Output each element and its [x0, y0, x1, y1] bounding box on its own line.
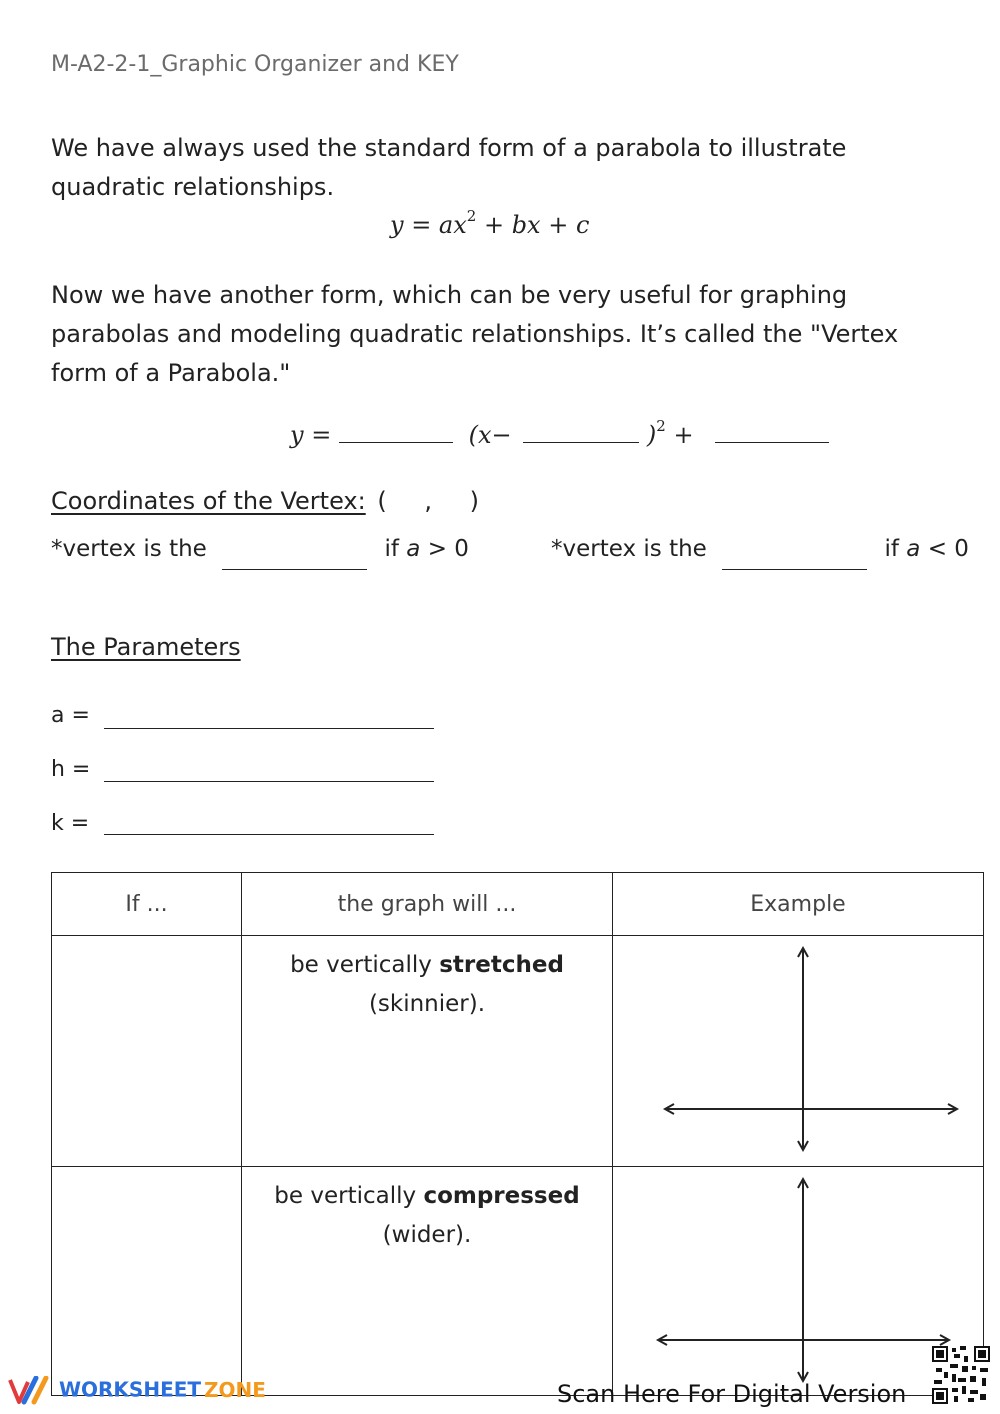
- table-row: [52, 936, 984, 1167]
- header-graph-will: the graph will ...: [242, 873, 613, 936]
- vertex-note-right-cond: < 0: [920, 536, 969, 562]
- vertex-intro-line-3: form of a Parabola.": [51, 359, 291, 387]
- header-if: If ...: [52, 873, 242, 936]
- vertex-coordinates-close: ): [469, 487, 480, 515]
- param-h-row: [51, 757, 90, 782]
- vertex-note-min: [51, 536, 469, 562]
- vertex-note-right-prefix: *vertex is the: [551, 536, 707, 562]
- vertex-note-left-var: a: [406, 536, 421, 562]
- vertex-note-left-suffix: if: [384, 536, 399, 562]
- standard-form-equation: [390, 207, 590, 239]
- standard-form-exponent: 2: [466, 207, 477, 225]
- param-k-row: [51, 811, 89, 836]
- vertex-form-close-paren: ): [646, 421, 657, 449]
- param-a-blank[interactable]: [104, 728, 434, 729]
- compress-text-line2: (wider).: [382, 1222, 472, 1248]
- worksheet-zone-logo[interactable]: [8, 1376, 266, 1406]
- organizer-table: [51, 872, 984, 1396]
- param-a-label: a =: [51, 703, 90, 728]
- document-title: M-A2-2-1_Graphic Organizer and KEY: [51, 52, 459, 77]
- vertex-note-left-prefix: *vertex is the: [51, 536, 207, 562]
- logo-text-worksheet: WORKSHEET: [58, 1377, 202, 1402]
- vertex-note-right-blank[interactable]: [722, 569, 867, 570]
- stretch-text-line2: (skinnier).: [368, 991, 486, 1017]
- vertex-form-plus: +: [673, 421, 694, 449]
- vertex-form-exponent: 2: [656, 417, 666, 435]
- qr-code-icon[interactable]: [932, 1346, 990, 1404]
- param-k-label: k =: [51, 811, 90, 836]
- vertex-coordinates-open: (: [377, 487, 387, 515]
- standard-form-rhs: + bx + c: [476, 211, 590, 239]
- intro-paragraph: [51, 129, 971, 207]
- vertex-coordinates-comma: ,: [424, 487, 433, 515]
- vertex-note-left-cond: > 0: [420, 536, 469, 562]
- standard-form-lhs: y = ax: [390, 211, 467, 239]
- coordinate-axes-icon: [613, 936, 982, 1160]
- vertex-note-left-blank[interactable]: [222, 569, 367, 570]
- vertex-note-right-var: a: [906, 536, 921, 562]
- header-example: Example: [613, 873, 984, 936]
- scan-caption: Scan Here For Digital Version: [557, 1380, 907, 1408]
- logo-text-zone: ZONE: [204, 1377, 266, 1402]
- stretch-text-pre: be vertically: [290, 952, 440, 978]
- table-header-row: [52, 873, 984, 936]
- param-a-row: [51, 703, 90, 728]
- if-cell-compress[interactable]: [52, 1167, 242, 1396]
- if-cell-stretch[interactable]: [52, 936, 242, 1167]
- vertex-intro-line-2: parabolas and modeling quadratic relationships. It’s called the "Vertex: [51, 320, 899, 348]
- vertex-intro-paragraph: [51, 276, 971, 393]
- compress-text-bold: compressed: [423, 1183, 580, 1209]
- example-cell-stretch[interactable]: [613, 936, 984, 1167]
- param-k-blank[interactable]: [104, 834, 434, 835]
- table-row: [52, 1167, 984, 1396]
- parameters-heading: The Parameters: [51, 633, 241, 661]
- vertex-intro-line-1: Now we have another form, which can be very useful for graphing: [51, 281, 848, 309]
- vertex-form-equation: [290, 417, 829, 449]
- graph-will-cell-stretch: [242, 936, 613, 1167]
- blank-a[interactable]: [339, 442, 453, 443]
- param-h-blank[interactable]: [104, 781, 434, 782]
- vertex-note-max: [551, 536, 969, 562]
- param-h-label: h =: [51, 757, 91, 782]
- vertex-note-right-suffix: if: [884, 536, 899, 562]
- coordinate-axes-icon: [613, 1167, 982, 1389]
- example-cell-compress[interactable]: [613, 1167, 984, 1396]
- graph-will-cell-compress: [242, 1167, 613, 1396]
- blank-h[interactable]: [523, 442, 639, 443]
- intro-line-2: quadratic relationships.: [51, 173, 335, 201]
- vertex-coordinates-label: Coordinates of the Vertex:: [51, 487, 366, 515]
- compress-text-pre: be vertically: [274, 1183, 424, 1209]
- vertex-form-y-equals: y =: [290, 421, 332, 449]
- intro-line-1: We have always used the standard form of a parabola to illustrate: [51, 134, 847, 162]
- vertex-form-open-paren: (x−: [468, 421, 512, 449]
- blank-k[interactable]: [715, 442, 829, 443]
- vertex-coordinates-row: [51, 487, 479, 515]
- logo-mark-icon: [8, 1376, 52, 1406]
- stretch-text-bold: stretched: [439, 952, 564, 978]
